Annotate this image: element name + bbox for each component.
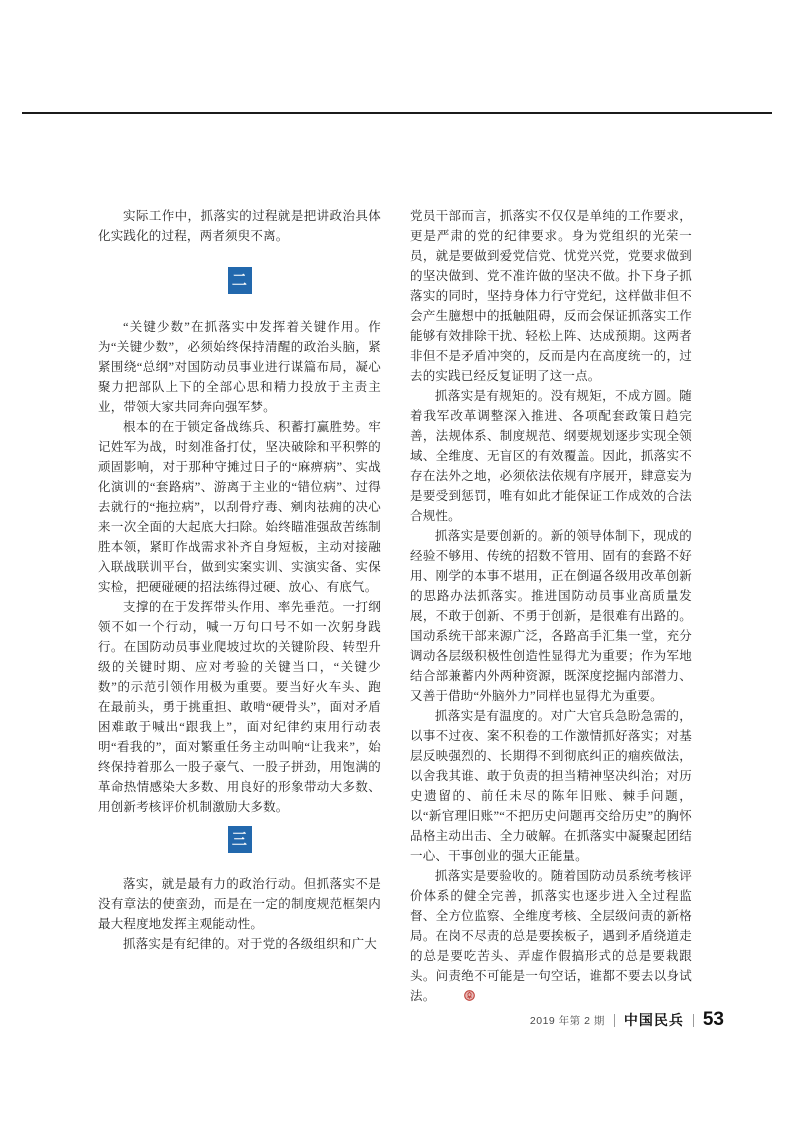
footer-separator: [614, 1014, 615, 1027]
paragraph: 抓落实是有规矩的。没有规矩，不成方圆。随着我军改革调整深入推进、各项配套政策日趋完善，法规体系、制度规范、纲要规划逐步实现全领域、全维度、无盲区的有效覆盖。因此，抓落实不存在法外之地，必须依法依规有序展开，肆意妄为是要受到惩罚，唯有如此才能保证工作成效的合法合规性。: [410, 389, 692, 523]
footer-issue-label: 2019 年第 2 期: [529, 1014, 605, 1027]
paragraph: 根本的在于锁定备战练兵、积蓄打赢胜势。牢记姓军为战，时刻准备打仗，坚决破除和平积弊的顽固影响，对于那种守摊过日子的“麻痹病”、实战化演训的“套路病”、游离于主业的“错位病”、过得去就行的“拖拉病”，以刮骨疗毒、剜肉祛痈的决心来一次全面的大起底大扫除。始终瞄准强敌苦练制胜本领，紧盯作战需求补齐自身短板，主动对接融入联战联训平台，做到实案实训、实演实备、实保实检，把硬碰硬的招法练得过硬、放心、有底气。: [98, 420, 381, 594]
section-marker-label: 二: [231, 271, 248, 289]
paragraph: “关键少数”在抓落实中发挥着关键作用。作为“关键少数”，必须始终保持清醒的政治头脑，紧紧围绕“总纲”对国防动员事业进行谋篇布局，凝心聚力把部队上下的全部心思和精力投放于主责主业，带领大家共同奔向强军梦。: [98, 320, 381, 414]
paragraph: 抓落实是有温度的。对广大官兵急盼急需的，以事不过夜、案不积卷的工作激情抓好落实；对基层反映强烈的、长期得不到彻底纠正的痼疾做法，以舍我其谁、敢于负责的担当精神坚决纠治；对历史遗留的、前任未尽的陈年旧账、棘手问题，以“新官理旧账”“不把历史问题再交给历史”的胸怀品格主动出击、全力破解。在抓落实中凝聚起团结一心、干事创业的强大正能量。: [410, 709, 692, 863]
paragraph: 落实，就是最有力的政治行动。但抓落实不是没有章法的使蛮劲，而是在一定的制度规范框架内最大程度地发挥主观能动性。: [98, 877, 381, 931]
footer-magazine-title: 中国民兵: [623, 1012, 684, 1028]
paragraph: 抓落实是要创新的。新的领导体制下，现成的经验不够用、传统的招数不管用、固有的套路不好用、刚学的本事不堪用，正在倒逼各级用改革创新的思路办法抓落实。推进国防动员事业高质量发展，不敢于创新、不勇于创新，是很难有出路的。国动系统干部来源广泛，各路高手汇集一堂，充分调动各层级积极性创造性显得尤为重要；作为军地结合部兼蓄内外两种资源，既深度挖掘内部潜力、又善于借助“外脑外力”同样也显得尤为重要。: [410, 529, 692, 703]
footer-separator: [693, 1014, 694, 1027]
article-end-icon: [439, 987, 450, 998]
paragraph: 抓落实是有纪律的。对于党的各级组织和广大: [123, 937, 378, 951]
paragraph-text: 抓落实是要验收的。随着国防动员系统考核评价体系的健全完善，抓落实也逐步进入全过程监督、全方位监察、全维度考核、全层级问责的新格局。在岗不尽责的总是要挨板子，遇到矛盾绕道走的总是要吃苦头、弄虚作假搞形式的总是要栽跟头。问责绝不可能是一句空话，谁都不要去以身试法。: [410, 869, 692, 1003]
right-column: [410, 206, 692, 1006]
header-rule: [22, 112, 772, 114]
section-marker-3: [228, 826, 252, 853]
section-marker-2: [228, 267, 252, 294]
paragraph-continuation: 党员干部而言，抓落实不仅仅是单纯的工作要求，更是严肃的党的纪律要求。身为党组织的光荣一员，就是要做到爱党信党、忧党兴党，党要求做到的坚决做到、党不准许做的坚决不做。扑下身子抓落实的同时，坚持身体力行守党纪，这样做非但不会产生臆想中的抵触阻碍，反而会保证抓落实工作能够有效排除干扰、轻松上阵、达成预期。这两者非但不是矛盾冲突的，反而是内在高度统一的，过去的实践已经反复证明了这一点。: [410, 209, 692, 383]
paragraph-last: [410, 866, 692, 1006]
paragraph: 实际工作中，抓落实的过程就是把讲政治具体化实践化的过程，两者须臾不离。: [98, 209, 381, 243]
page-footer: [530, 1009, 724, 1031]
section-marker-label: 三: [231, 830, 248, 848]
paragraph: 支撑的在于发挥带头作用、率先垂范。一打纲领不如一个行动，喊一万句口号不如一次躬身践行。在国防动员事业爬坡过坎的关键阶段、转型升级的关键时期、应对考验的关键当口，“关键少数”的示范引领作用极为重要。要当好火车头、跑在最前头，勇于挑重担、敢啃“硬骨头”，面对矛盾困难敢于喊出“跟我上”，面对纪律约束用行动表明“看我的”，面对繁重任务主动叫响“让我来”，始终保持着那么一股子豪气、一股子拼劲，用饱满的革命热情感染大多数、用良好的形象带动大多数、用创新考核评价机制激励大多数。: [98, 600, 381, 814]
footer-page-number: 53: [702, 1009, 724, 1030]
left-column: [98, 206, 381, 954]
